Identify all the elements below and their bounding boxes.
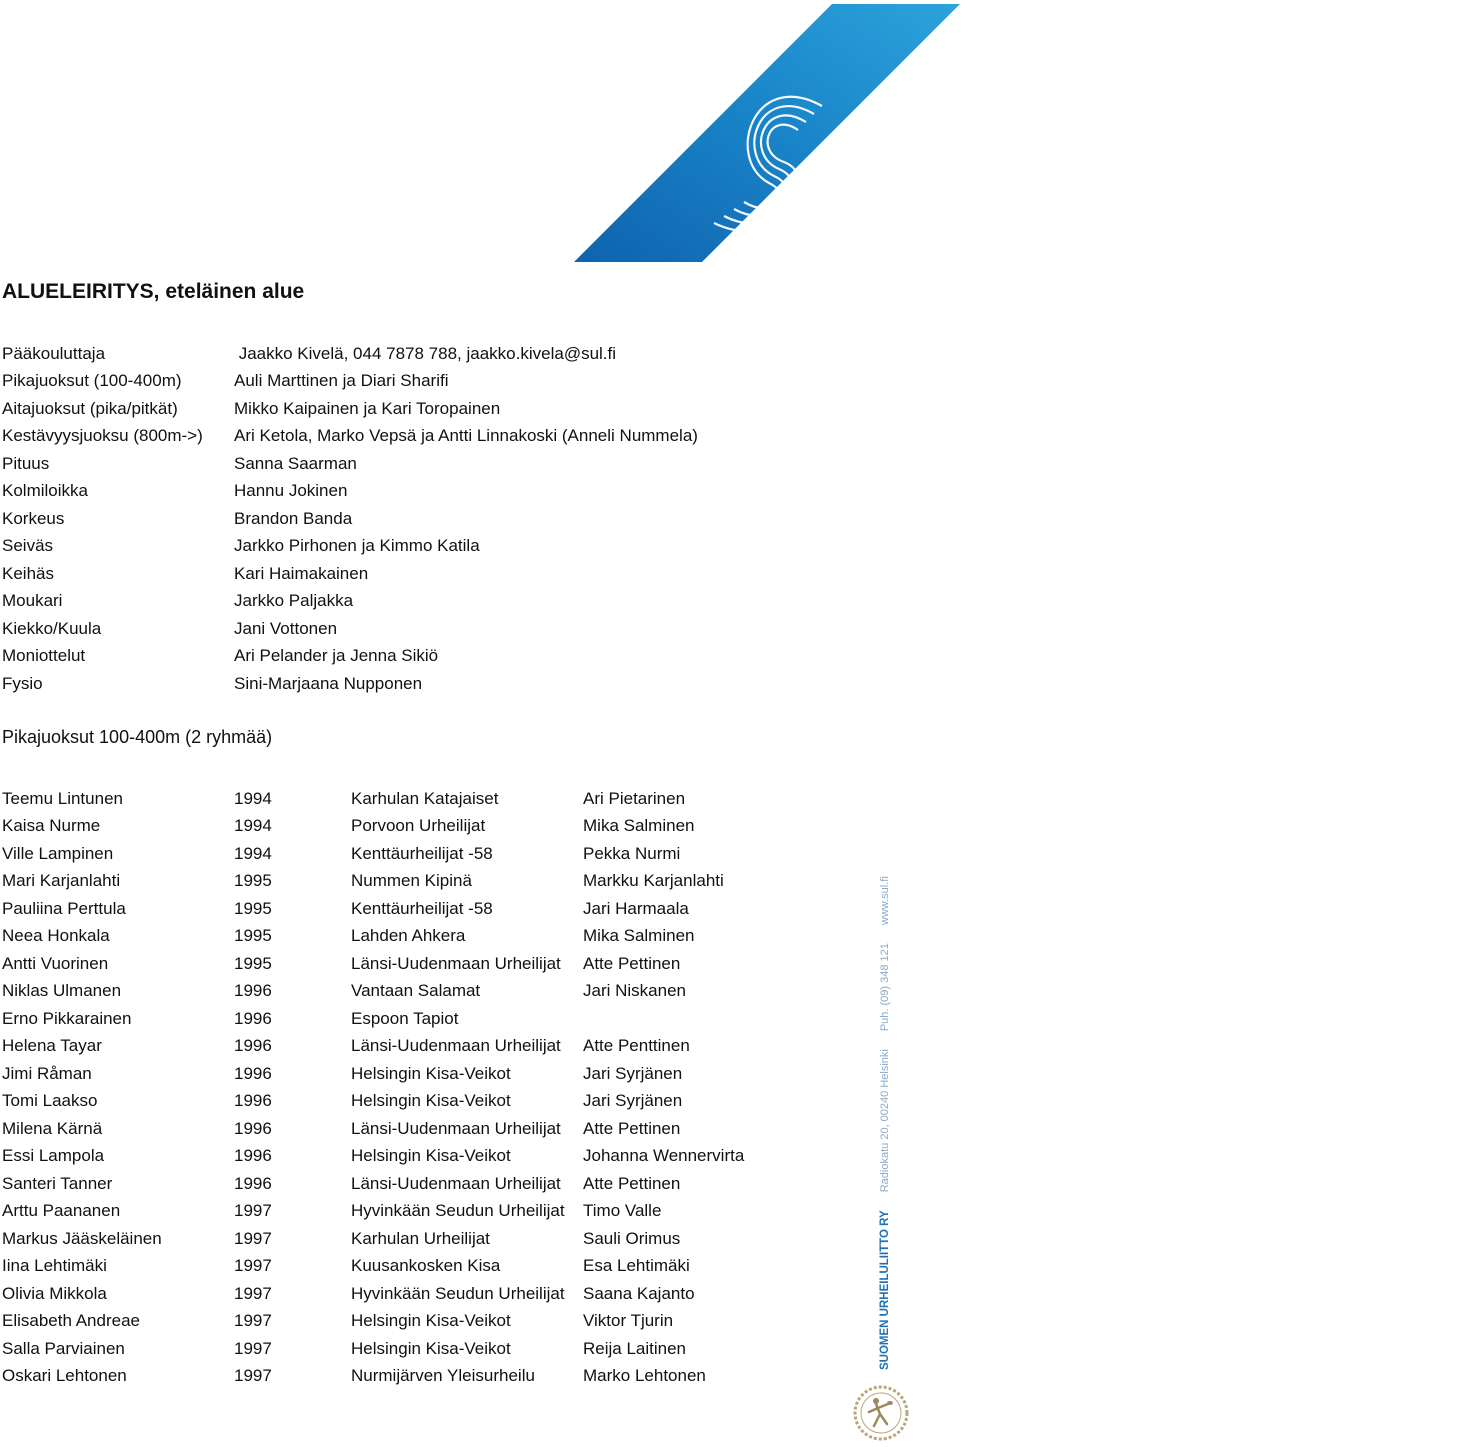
coach-name: Atte Pettinen xyxy=(583,1173,681,1193)
footer-web: www.sul.fi xyxy=(879,876,891,926)
coach-name: Johanna Wennervirta xyxy=(583,1146,745,1166)
staff-row xyxy=(2,560,698,588)
yleisurheilu-logo xyxy=(574,4,1481,262)
table-row xyxy=(2,785,744,813)
coach-name: Atte Pettinen xyxy=(583,953,681,973)
staff-names: Kari Haimakainen xyxy=(234,563,369,583)
staff-row xyxy=(2,505,698,533)
table-row xyxy=(2,1280,744,1308)
athlete-name: Oskari Lehtonen xyxy=(2,1366,127,1386)
birth-year: 1994 xyxy=(234,843,272,863)
staff-row xyxy=(2,615,698,643)
athlete-name: Milena Kärnä xyxy=(2,1118,103,1138)
staff-row xyxy=(2,395,698,423)
table-row xyxy=(2,1060,744,1088)
footer-phone: Puh. (09) 348 121 xyxy=(879,943,891,1032)
coach-name: Jari Harmaala xyxy=(583,898,689,918)
athlete-name: Neea Honkala xyxy=(2,926,110,946)
birth-year: 1997 xyxy=(234,1283,272,1303)
table-row xyxy=(2,895,744,923)
athlete-name: Tomi Laakso xyxy=(2,1091,98,1111)
club-name: Länsi-Uudenmaan Urheilijat xyxy=(351,953,561,973)
birth-year: 1996 xyxy=(234,1036,272,1056)
birth-year: 1997 xyxy=(234,1201,272,1221)
table-row xyxy=(2,1170,744,1198)
coach-name: Jari Syrjänen xyxy=(583,1063,683,1083)
club-name: Hyvinkään Seudun Urheilijat xyxy=(351,1283,565,1303)
staff-names: Brandon Banda xyxy=(234,508,353,528)
staff-row xyxy=(2,478,698,506)
coach-name: Mika Salminen xyxy=(583,816,695,836)
coach-name: Reija Laitinen xyxy=(583,1338,687,1358)
staff-names: Jarkko Pirhonen ja Kimmo Katila xyxy=(234,536,480,556)
club-name: Vantaan Salamat xyxy=(351,981,481,1001)
staff-role: Kestävyysjuoksu (800m->) xyxy=(2,426,203,446)
staff-role: Moukari xyxy=(2,591,63,611)
athlete-name: Santeri Tanner xyxy=(2,1173,113,1193)
staff-row xyxy=(2,368,698,396)
birth-year: 1996 xyxy=(234,1146,272,1166)
club-name: Lahden Ahkera xyxy=(351,926,466,946)
coach-name: Atte Penttinen xyxy=(583,1036,690,1056)
staff-row xyxy=(2,670,698,698)
club-name: Helsingin Kisa-Veikot xyxy=(351,1338,511,1358)
staff-role: Kiekko/Kuula xyxy=(2,618,102,638)
club-name: Nurmijärven Yleisurheilu xyxy=(351,1366,535,1386)
table-row xyxy=(2,1308,744,1336)
table-row xyxy=(2,1033,744,1061)
staff-role: Fysio xyxy=(2,673,43,693)
section-title: Pikajuoksut 100-400m (2 ryhmää) xyxy=(2,727,273,747)
birth-year: 1996 xyxy=(234,1091,272,1111)
athlete-name: Salla Parviainen xyxy=(2,1338,125,1358)
club-name: Kenttäurheilijat -58 xyxy=(351,898,493,918)
club-name: Kuusankosken Kisa xyxy=(351,1256,501,1276)
coach-name: Ari Pietarinen xyxy=(583,788,686,808)
club-name: Länsi-Uudenmaan Urheilijat xyxy=(351,1036,561,1056)
coach-name: Saana Kajanto xyxy=(583,1283,695,1303)
athlete-name: Erno Pikkarainen xyxy=(2,1008,132,1028)
club-name: Nummen Kipinä xyxy=(351,871,472,891)
table-row xyxy=(2,868,744,896)
athlete-name: Helena Tayar xyxy=(2,1036,102,1056)
staff-names: Jaakko Kivelä, 044 7878 788, jaakko.kivela@sul.fi xyxy=(234,343,617,363)
coach-name: Atte Pettinen xyxy=(583,1118,681,1138)
staff-names: Sini-Marjaana Nupponen xyxy=(234,673,423,693)
staff-role: Keihäs xyxy=(2,563,54,583)
coach-name: Jari Niskanen xyxy=(583,981,686,1001)
club-name: Helsingin Kisa-Veikot xyxy=(351,1091,511,1111)
birth-year: 1995 xyxy=(234,926,272,946)
table-row xyxy=(2,1115,744,1143)
staff-role: Aitajuoksut (pika/pitkät) xyxy=(2,398,178,418)
staff-row xyxy=(2,423,698,451)
footer-org: SUOMEN URHEILULIITTO RY xyxy=(879,1210,891,1370)
staff-row xyxy=(2,588,698,616)
birth-year: 1994 xyxy=(234,788,272,808)
athlete-name: Elisabeth Andreae xyxy=(2,1311,140,1331)
athlete-name: Antti Vuorinen xyxy=(2,953,109,973)
club-name: Kenttäurheilijat -58 xyxy=(351,843,493,863)
athlete-name: Iina Lehtimäki xyxy=(2,1256,107,1276)
table-row xyxy=(2,1253,744,1281)
staff-row xyxy=(2,340,698,368)
table-row xyxy=(2,1198,744,1226)
staff-names: Auli Marttinen ja Diari Sharifi xyxy=(234,371,449,391)
birth-year: 1995 xyxy=(234,898,272,918)
staff-names: Mikko Kaipainen ja Kari Toropainen xyxy=(234,398,501,418)
table-row xyxy=(2,978,744,1006)
staff-names: Sanna Saarman xyxy=(234,453,357,473)
staff-role: Pikajuoksut (100-400m) xyxy=(2,371,182,391)
staff-role: Korkeus xyxy=(2,508,65,528)
staff-list xyxy=(2,340,698,698)
athlete-name: Essi Lampola xyxy=(2,1146,105,1166)
athlete-name: Kaisa Nurme xyxy=(2,816,101,836)
logo-band-icon xyxy=(574,4,960,262)
table-row xyxy=(2,950,744,978)
coach-name: Mika Salminen xyxy=(583,926,695,946)
table-row xyxy=(2,1143,744,1171)
coach-name: Esa Lehtimäki xyxy=(583,1256,690,1276)
club-name: Karhulan Urheilijat xyxy=(351,1228,490,1248)
athlete-name: Olivia Mikkola xyxy=(2,1283,107,1303)
staff-row xyxy=(2,643,698,671)
birth-year: 1996 xyxy=(234,1118,272,1138)
logo-text: YLEISURHEILU xyxy=(1396,30,1481,41)
athlete-name: Pauliina Perttula xyxy=(2,898,126,918)
table-row xyxy=(2,923,744,951)
staff-names: Ari Ketola, Marko Vepsä ja Antti Linnakoski (Anneli Nummela) xyxy=(234,426,698,446)
club-name: Helsingin Kisa-Veikot xyxy=(351,1146,511,1166)
staff-names: Jarkko Paljakka xyxy=(234,591,354,611)
birth-year: 1997 xyxy=(234,1366,272,1386)
coach-name: Markku Karjanlahti xyxy=(583,871,724,891)
birth-year: 1997 xyxy=(234,1256,272,1276)
table-row xyxy=(2,1335,744,1363)
table-row xyxy=(2,813,744,841)
staff-names: Jani Vottonen xyxy=(234,618,338,638)
athlete-name: Markus Jääskeläinen xyxy=(2,1228,162,1248)
birth-year: 1997 xyxy=(234,1228,272,1248)
table-row xyxy=(2,1225,744,1253)
birth-year: 1996 xyxy=(234,1173,272,1193)
staff-role: Pituus xyxy=(2,453,50,473)
staff-role: Seiväs xyxy=(2,536,54,556)
athlete-name: Ville Lampinen xyxy=(2,843,114,863)
birth-year: 1996 xyxy=(234,981,272,1001)
birth-year: 1997 xyxy=(234,1311,272,1331)
club-name: Helsingin Kisa-Veikot xyxy=(351,1311,511,1331)
athlete-name: Niklas Ulmanen xyxy=(2,981,122,1001)
athlete-name: Jimi Råman xyxy=(2,1063,92,1083)
table-row xyxy=(2,1088,744,1116)
athlete-table xyxy=(2,785,744,1390)
coach-name: Marko Lehtonen xyxy=(583,1366,706,1386)
table-row xyxy=(2,1363,744,1391)
coach-name: Viktor Tjurin xyxy=(583,1311,674,1331)
athlete-name: Mari Karjanlahti xyxy=(2,871,121,891)
birth-year: 1996 xyxy=(234,1008,272,1028)
coach-name: Jari Syrjänen xyxy=(583,1091,683,1111)
table-row xyxy=(2,840,744,868)
athlete-name: Teemu Lintunen xyxy=(2,788,123,808)
club-name: Espoon Tapiot xyxy=(351,1008,459,1028)
staff-row xyxy=(2,450,698,478)
staff-names: Ari Pelander ja Jenna Sikiö xyxy=(234,646,439,666)
birth-year: 1995 xyxy=(234,871,272,891)
birth-year: 1995 xyxy=(234,953,272,973)
club-name: Länsi-Uudenmaan Urheilijat xyxy=(351,1173,561,1193)
discus-thrower-emblem-icon xyxy=(852,1384,910,1442)
club-name: Karhulan Katajaiset xyxy=(351,788,499,808)
club-name: Hyvinkään Seudun Urheilijat xyxy=(351,1201,565,1221)
athlete-name: Arttu Paananen xyxy=(2,1201,121,1221)
coach-name: Timo Valle xyxy=(583,1201,662,1221)
coach-name: Sauli Orimus xyxy=(583,1228,681,1248)
footer-address: Radiokatu 20, 00240 Helsinki xyxy=(879,1049,891,1193)
staff-names: Hannu Jokinen xyxy=(234,481,348,501)
birth-year: 1996 xyxy=(234,1063,272,1083)
birth-year: 1994 xyxy=(234,816,272,836)
club-name: Länsi-Uudenmaan Urheilijat xyxy=(351,1118,561,1138)
club-name: Helsingin Kisa-Veikot xyxy=(351,1063,511,1083)
page-title: ALUELEIRITYS, eteläinen alue xyxy=(2,280,305,303)
staff-role: Moniottelut xyxy=(2,646,86,666)
staff-role: Kolmiloikka xyxy=(2,481,88,501)
footer-contact xyxy=(871,876,899,1370)
staff-row xyxy=(2,533,698,561)
club-name: Porvoon Urheilijat xyxy=(351,816,486,836)
birth-year: 1997 xyxy=(234,1338,272,1358)
table-row xyxy=(2,1005,744,1033)
coach-name: Pekka Nurmi xyxy=(583,843,681,863)
staff-role: Pääkouluttaja xyxy=(2,343,106,363)
